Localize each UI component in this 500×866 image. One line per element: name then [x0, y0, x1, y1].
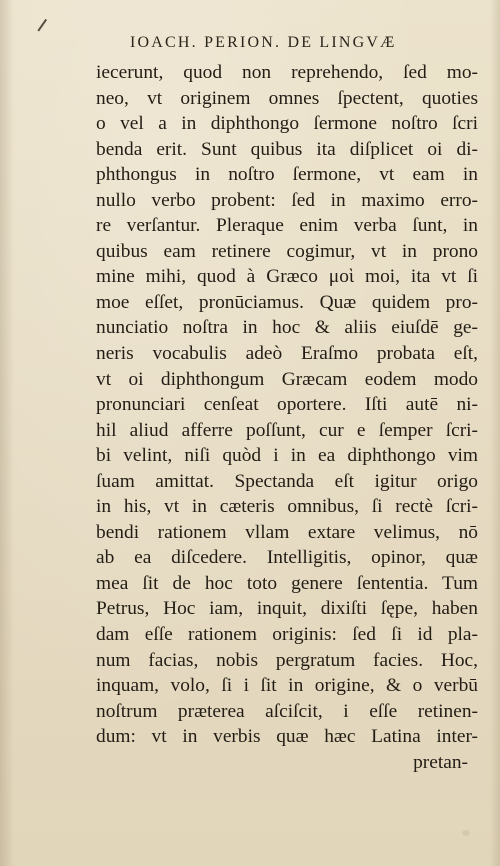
- page-edge-shadow: [490, 0, 500, 866]
- text-line: dam eſſe rationem originis: ſed ſi id pla-: [96, 624, 478, 646]
- text-line: moe eſſet, pronūciamus. Quæ quidem pro-: [96, 291, 478, 313]
- text-line: Petrus, Hoc iam, inquit, dixiſti ſępe, haben: [96, 598, 478, 620]
- text-line: mine mihi, quod à Græco μοὶ moi, ita vt ſi: [96, 266, 478, 288]
- text-line: iecerunt, quod non reprehendo, ſed mo-: [96, 62, 478, 83]
- catchword: pretan-: [413, 751, 468, 773]
- text-line: bi velint, niſi quòd i in ea diphthongo vim: [96, 445, 478, 467]
- text-line: hil aliud afferre poſſunt, cur e ſemper ſcri-: [96, 419, 478, 441]
- body-text: [96, 60, 478, 775]
- ink-mark: [37, 19, 46, 31]
- text-line: dum: vt in verbis quæ hæc Latina inter-: [96, 726, 478, 748]
- text-line: num facias, nobis pergratum facies. Hoc,: [96, 649, 478, 671]
- text-line: pronunciari cenſeat oportere. Iſti autē ni-: [96, 394, 478, 416]
- text-line: phthongus in noſtro ſermone, vt eam in: [96, 164, 478, 186]
- text-line: quibus eam retinere cogimur, vt in prono: [96, 240, 478, 262]
- text-line: ab ea diſcedere. Intelligitis, opinor, quæ: [96, 547, 478, 569]
- text-line: ſuam amittat. Spectanda eſt igitur origo: [96, 470, 478, 492]
- text-line: mea ſit de hoc toto genere ſententia. Tum: [96, 572, 478, 594]
- text-line: neo, vt originem omnes ſpectent, quoties: [96, 87, 478, 109]
- text-line: bendi rationem vllam extare velimus, nō: [96, 521, 478, 543]
- text-line: noſtrum præterea aſciſcit, i eſſe retinen-: [96, 700, 478, 722]
- text-line: o vel a in diphthongo ſermone noſtro ſcri: [96, 113, 478, 135]
- text-line: nullo verbo probent: ſed in maximo erro-: [96, 189, 478, 211]
- text-line: benda erit. Sunt quibus ita diſplicet oi di-: [96, 138, 478, 160]
- paper-stain: [462, 830, 470, 836]
- text-line: neris vocabulis adeò Eraſmo probata eſt,: [96, 343, 478, 365]
- text-line: re verſantur. Pleraque enim verba ſunt, in: [96, 215, 478, 237]
- text-line: nunciatio noſtra in hoc & aliis eiuſdē ge-: [96, 317, 478, 339]
- text-line: inquam, volo, ſi i ſit in origine, & o verbū: [96, 675, 478, 697]
- running-head: IOACH. PERION. DE LINGVÆ: [130, 34, 397, 51]
- text-line: vt oi diphthongum Græcam eodem modo: [96, 368, 478, 390]
- text-line: in his, vt in cæteris omnibus, ſi rectè ſcri-: [96, 496, 478, 518]
- page-gutter-shadow: [0, 0, 14, 866]
